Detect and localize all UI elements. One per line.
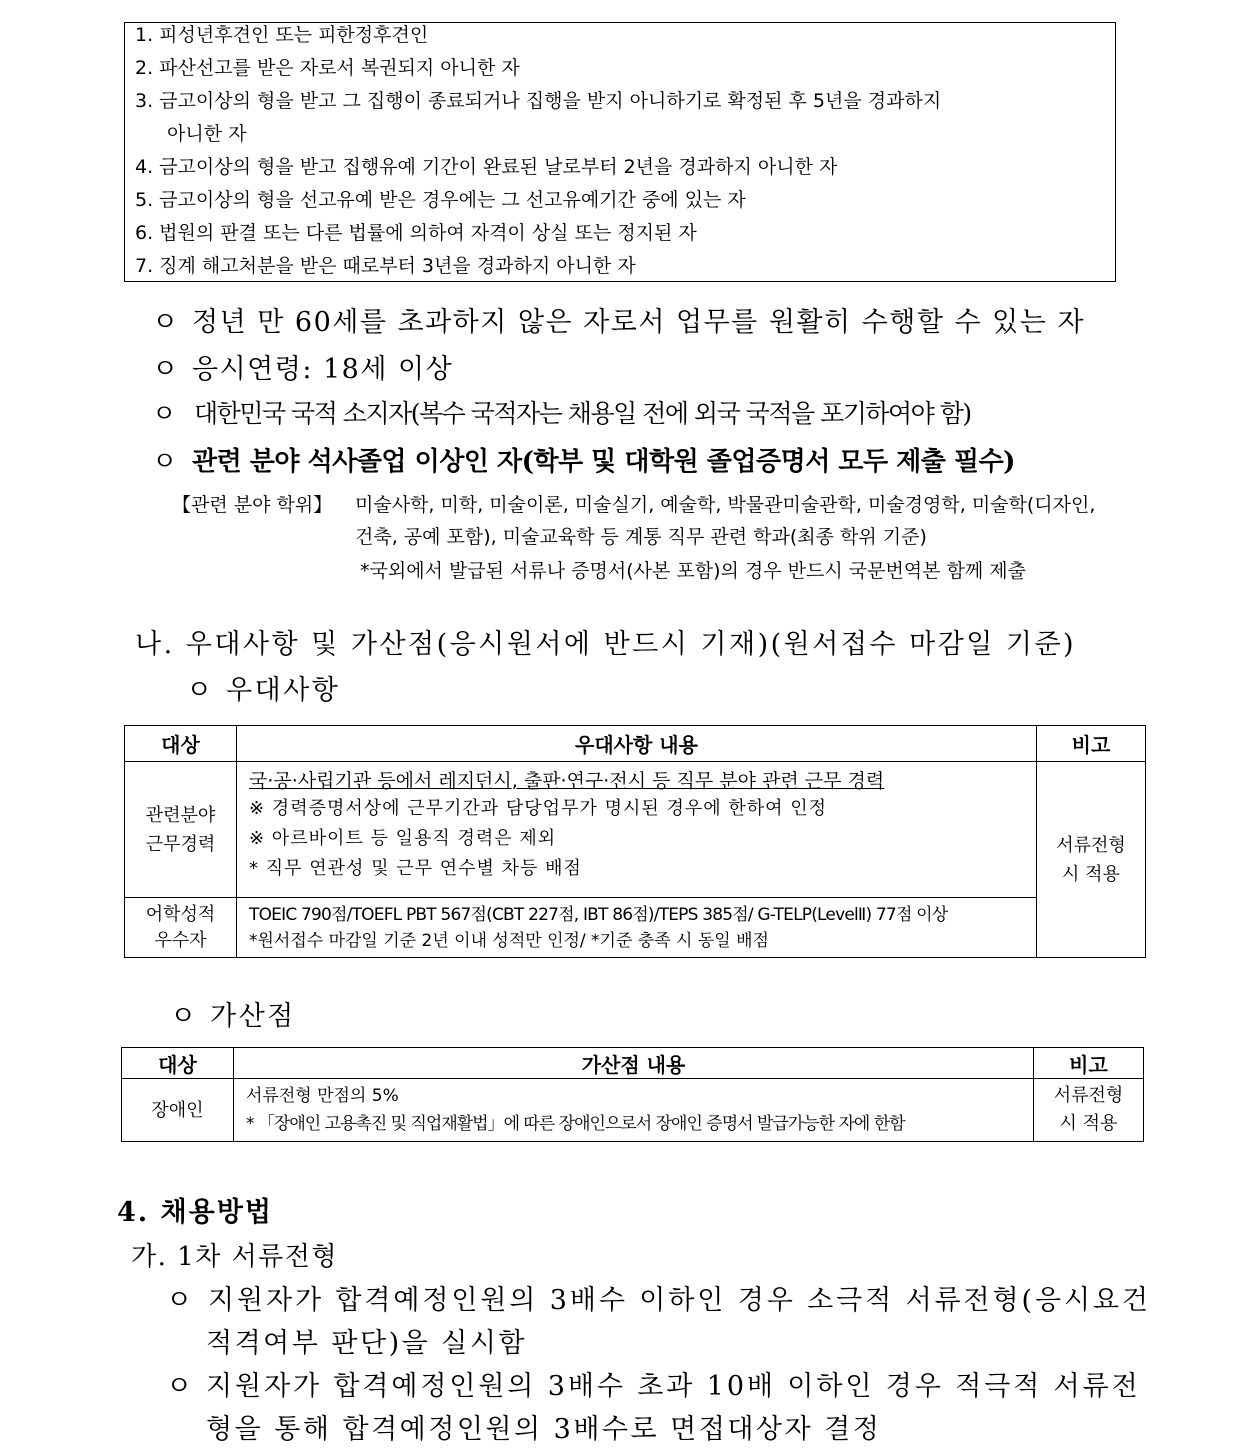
section4-title: 4. 채용방법 bbox=[117, 1197, 273, 1228]
content-line: *원서접수 마감일 기준 2년 이내 성적만 인정/ *기준 충족 시 동일 배점 bbox=[249, 930, 769, 951]
degree-note-label: 【관련 분야 학위】 bbox=[172, 494, 333, 516]
sub-heading-text: 가산점 bbox=[210, 1001, 296, 1032]
sub-heading-bonus bbox=[170, 994, 296, 1033]
disq-item-3-cont: 아니한 자 bbox=[167, 123, 247, 145]
row-target: 장애인 bbox=[122, 1079, 234, 1142]
bullet-mark: ㅇ bbox=[152, 307, 180, 338]
disq-item-5: 5. 금고이상의 형을 선고유예 받은 경우에는 그 선고유예기간 중에 있는 자 bbox=[135, 189, 746, 211]
item-line: 지원자가 합격예정인원의 3배수 초과 10배 이하인 경우 적극적 서류전 bbox=[206, 1371, 1141, 1402]
table-row bbox=[125, 762, 1146, 898]
requirement-age-limit bbox=[152, 300, 1085, 339]
requirement-text: 관련 분야 석사졸업 이상인 자(학부 및 대학원 졸업증명서 모두 제출 필수) bbox=[192, 447, 1015, 477]
preference-table bbox=[124, 725, 1146, 958]
bullet-mark: ㅇ bbox=[166, 1285, 195, 1316]
section4-item-2 bbox=[166, 1364, 1141, 1403]
bullet-mark: ㅇ bbox=[170, 1001, 199, 1032]
row-note: 서류전형 시 적용 bbox=[1034, 1079, 1144, 1142]
table-row bbox=[122, 1079, 1144, 1142]
requirement-text: 응시연령: 18세 이상 bbox=[192, 354, 454, 385]
degree-note-line1: 미술사학, 미학, 미술이론, 미술실기, 예술학, 박물관미술관학, 미술경영학, 미술학(디자인, bbox=[355, 494, 1096, 516]
bullet-mark: ㅇ bbox=[152, 399, 175, 428]
disq-item-2: 2. 파산선고를 받은 자로서 복권되지 아니한 자 bbox=[135, 57, 520, 79]
table-header-row bbox=[122, 1048, 1144, 1079]
degree-note-line2: 건축, 공예 포함), 미술교육학 등 계통 직무 관련 학과(최종 학위 기준) bbox=[355, 526, 927, 548]
row-content bbox=[237, 898, 1037, 958]
requirement-min-age bbox=[152, 347, 453, 386]
degree-note-line3: *국외에서 발급된 서류나 증명서(사본 포함)의 경우 반드시 국문번역본 함께 제출 bbox=[360, 560, 1027, 582]
bonus-table bbox=[121, 1047, 1144, 1142]
disq-item-6: 6. 법원의 판결 또는 다른 법률에 의하여 자격이 상실 또는 정지된 자 bbox=[135, 222, 697, 244]
content-line: * 「장애인 고용촉진 및 직업재활법」에 따른 장애인으로서 장애인 증명서 발급가능한 자에 한함 bbox=[246, 1114, 905, 1134]
row-target: 어학성적 우수자 bbox=[125, 898, 237, 958]
requirement-text: 정년 만 60세를 초과하지 않은 자로서 업무를 원활히 수행할 수 있는 자 bbox=[192, 307, 1085, 338]
table-header-row bbox=[125, 726, 1146, 762]
section4-item-1-cont: 적격여부 판단)을 실시함 bbox=[206, 1328, 528, 1359]
disq-item-3: 3. 금고이상의 형을 받고 그 집행이 종료되거나 집행을 받지 아니하기로 확정된 후 5년을 경과하지 bbox=[135, 90, 942, 112]
disq-item-4: 4. 금고이상의 형을 받고 집행유예 기간이 완료된 날로부터 2년을 경과하지 아니한 자 bbox=[135, 156, 838, 178]
header-note: 비고 bbox=[1034, 1048, 1144, 1079]
row-content bbox=[237, 762, 1037, 898]
content-line: 국·공·사립기관 등에서 레지던시, 출판·연구·전시 등 직무 분야 관련 근무 경력 bbox=[249, 770, 885, 792]
header-content: 가산점 내용 bbox=[234, 1048, 1034, 1079]
section4-subtitle: 가. 1차 서류전형 bbox=[131, 1242, 339, 1272]
sub-heading-preference bbox=[186, 668, 340, 707]
content-line: ※ 아르바이트 등 일용직 경력은 제외 bbox=[249, 828, 557, 849]
content-line: 서류전형 만점의 5% bbox=[246, 1086, 399, 1106]
content-line: ※ 경력증명서상에 근무기간과 담당업무가 명시된 경우에 한하여 인정 bbox=[249, 798, 827, 819]
content-line: * 직무 연관성 및 근무 연수별 차등 배점 bbox=[249, 858, 582, 879]
row-target: 관련분야 근무경력 bbox=[125, 762, 237, 898]
bullet-mark: ㅇ bbox=[166, 1371, 195, 1402]
section-na-title: 나. 우대사항 및 가산점(응시원서에 반드시 기재)(원서접수 마감일 기준) bbox=[135, 629, 1077, 660]
requirement-degree bbox=[152, 441, 1015, 478]
requirement-text: 대한민국 국적 소지자(복수 국적자는 채용일 전에 외국 국적을 포기하여야 함) bbox=[194, 399, 971, 428]
section4-item-2-cont: 형을 통해 합격예정인원의 3배수로 면접대상자 결정 bbox=[206, 1414, 882, 1445]
table-row bbox=[125, 898, 1146, 958]
content-line: TOEIC 790점/TOEFL PBT 567점(CBT 227점, IBT 86점)/TEPS 385점/ G-TELP(LevelⅡ) 77점 이상 bbox=[249, 904, 948, 925]
header-target: 대상 bbox=[122, 1048, 234, 1079]
requirement-nationality bbox=[152, 394, 971, 430]
section4-item-1 bbox=[166, 1278, 1151, 1317]
bullet-mark: ㅇ bbox=[152, 354, 180, 385]
disq-item-1: 1. 피성년후견인 또는 피한정후견인 bbox=[135, 24, 429, 46]
disq-item-7: 7. 징계 해고처분을 받은 때로부터 3년을 경과하지 아니한 자 bbox=[135, 255, 636, 277]
header-note: 비고 bbox=[1037, 726, 1146, 762]
header-target: 대상 bbox=[125, 726, 237, 762]
row-content bbox=[234, 1079, 1034, 1142]
bullet-mark: ㅇ bbox=[186, 675, 215, 706]
disqualification-box bbox=[124, 22, 1116, 282]
header-content: 우대사항 내용 bbox=[237, 726, 1037, 762]
row-note: 서류전형 시 적용 bbox=[1037, 762, 1146, 958]
bullet-mark: ㅇ bbox=[152, 447, 177, 477]
item-line: 지원자가 합격예정인원의 3배수 이하인 경우 소극적 서류전형(응시요건 bbox=[208, 1285, 1151, 1316]
sub-heading-text: 우대사항 bbox=[226, 675, 341, 706]
